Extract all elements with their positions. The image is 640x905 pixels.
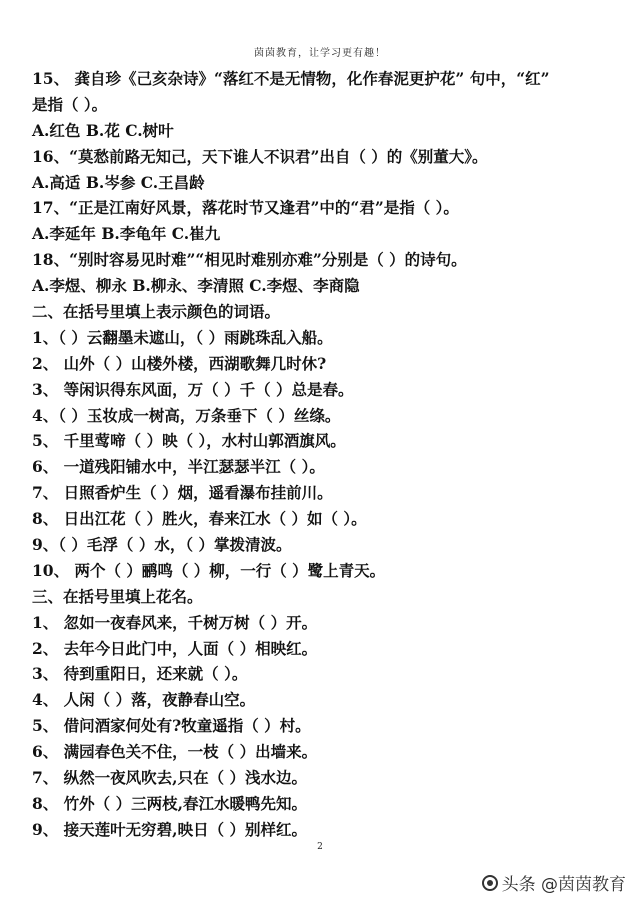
question-line: 3、 待到重阳日，还来就（ ）。 xyxy=(32,664,248,684)
answer-options: A.李煜、柳永 B.柳永、李清照 C.李煜、李商隐 xyxy=(32,276,360,296)
section-heading: 二、在括号里填上表示颜色的词语。 xyxy=(32,302,281,322)
answer-options: A.高适 B.岑参 C.王昌龄 xyxy=(32,172,205,192)
question-line: 16、“莫愁前路无知己，天下谁人不识君”出自（ ）的《别董大》。 xyxy=(32,146,488,166)
answer-options: A.李延年 B.李龟年 C.崔九 xyxy=(32,224,221,244)
question-line: 17、“正是江南好风景，落花时节又逢君”中的“君”是指（ ）。 xyxy=(32,198,459,218)
toutiao-logo-icon xyxy=(482,875,498,891)
section-heading: 三、在括号里填上花名。 xyxy=(32,586,203,606)
question-line: 18、“别时容易见时难”“相见时难别亦难”分别是（ ）的诗句。 xyxy=(32,250,467,270)
question-line: 是指（ ）。 xyxy=(32,94,108,114)
worksheet-body xyxy=(32,66,622,843)
question-line: 1、（ ）云翻墨未遮山，（ ）雨跳珠乱入船。 xyxy=(32,327,333,347)
watermark xyxy=(482,870,626,895)
question-line: 7、 纵然一夜风吹去,只在（ ）浅水边。 xyxy=(32,768,307,788)
page-number: 2 xyxy=(317,842,323,852)
question-line: 8、 竹外（ ）三两枝,春江水暖鸭先知。 xyxy=(32,793,307,813)
question-line: 1、 忽如一夜春风来，千树万树（ ）开。 xyxy=(32,612,318,632)
question-line: 4、 人闲（ ）落，夜静春山空。 xyxy=(32,690,256,710)
question-line: 6、 满园春色关不住，一枝（ ）出墙来。 xyxy=(32,742,318,762)
question-line: 9、（ ）毛浮（ ）水，（ ）掌拨清波。 xyxy=(32,535,292,555)
question-line: 5、 借问酒家何处有?牧童遥指（ ）村。 xyxy=(32,716,311,736)
question-line: 6、 一道残阳铺水中，半江瑟瑟半江（ ）。 xyxy=(32,457,325,477)
answer-options: A.红色 B.花 C.树叶 xyxy=(32,120,174,140)
question-line: 9、 接天莲叶无穷碧,映日（ ）别样红。 xyxy=(32,819,307,839)
question-line: 2、 山外（ ）山楼外楼，西湖歌舞几时休? xyxy=(32,353,327,373)
question-line: 8、 日出江花（ ）胜火，春来江水（ ）如（ ）。 xyxy=(32,509,367,529)
question-line: 2、 去年今日此门中，人面（ ）相映红。 xyxy=(32,638,318,658)
question-line: 10、 两个（ ）鹂鸣（ ）柳，一行（ ）鹭上青天。 xyxy=(32,560,386,580)
question-line: 5、 千里莺啼（ ）映（ ），水村山郭酒旗风。 xyxy=(32,431,346,451)
question-line: 15、 龚自珍《己亥杂诗》“落红不是无情物，化作春泥更护花” 句中，“红” xyxy=(32,69,550,88)
question-line: 4、（ ）玉妆成一树高，万条垂下（ ）丝绦。 xyxy=(32,405,341,425)
page-header: 茵茵教育，让学习更有趣！ xyxy=(254,48,386,59)
question-line: 7、 日照香炉生（ ）烟，遥看瀑布挂前川。 xyxy=(32,483,333,503)
question-line: 3、 等闲识得东风面，万（ ）千（ ）总是春。 xyxy=(32,379,354,399)
watermark-text: 头条 @茵茵教育 xyxy=(501,875,626,895)
